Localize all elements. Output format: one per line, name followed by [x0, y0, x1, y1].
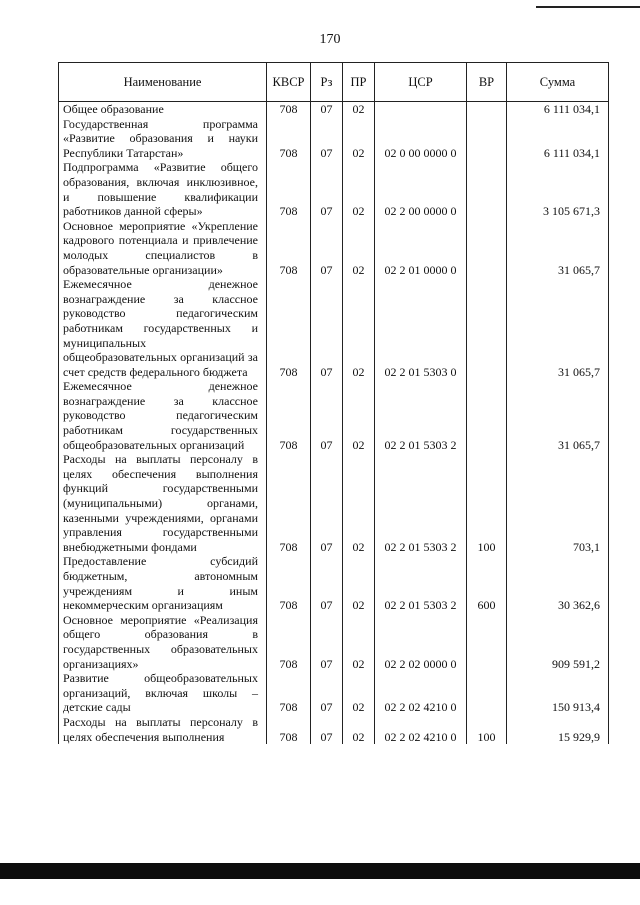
cell-kvsr: 708 — [267, 219, 311, 277]
table-row — [59, 671, 609, 715]
cell-rz: 07 — [311, 715, 343, 744]
cell-kvsr: 708 — [267, 379, 311, 452]
cell-kvsr: 708 — [267, 102, 311, 117]
cell-vr: 600 — [467, 554, 507, 612]
cell-vr: 100 — [467, 715, 507, 744]
cell-kvsr: 708 — [267, 452, 311, 554]
cell-rz: 07 — [311, 452, 343, 554]
table-header-row — [59, 63, 609, 102]
cell-name: Общее образование — [59, 102, 267, 117]
header-sum: Сумма — [507, 63, 609, 102]
header-name: Наименование — [59, 63, 267, 102]
table-row — [59, 102, 609, 117]
cell-csr: 02 2 01 5303 2 — [375, 379, 467, 452]
cell-rz: 07 — [311, 554, 343, 612]
cell-kvsr: 708 — [267, 160, 311, 218]
cell-pr: 02 — [343, 554, 375, 612]
cell-rz: 07 — [311, 117, 343, 161]
cell-pr: 02 — [343, 613, 375, 671]
top-edge-line — [536, 6, 640, 8]
cell-sum: 30 362,6 — [507, 554, 609, 612]
table-row — [59, 160, 609, 218]
cell-pr: 02 — [343, 379, 375, 452]
cell-rz: 07 — [311, 277, 343, 379]
cell-rz: 07 — [311, 219, 343, 277]
cell-csr: 02 2 00 0000 0 — [375, 160, 467, 218]
cell-pr: 02 — [343, 277, 375, 379]
cell-pr: 02 — [343, 715, 375, 744]
cell-vr — [467, 613, 507, 671]
cell-pr: 02 — [343, 102, 375, 117]
cell-pr: 02 — [343, 117, 375, 161]
table-body — [59, 102, 609, 745]
cell-csr: 02 2 02 4210 0 — [375, 715, 467, 744]
cell-name: Расходы на выплаты персоналу в целях обеспечения выполнения — [59, 715, 267, 744]
cell-name: Основное мероприятие «Укрепление кадрового потенциала и привлечение молодых специалистов в образовательные организации» — [59, 219, 267, 277]
cell-csr — [375, 102, 467, 117]
cell-vr — [467, 671, 507, 715]
header-csr: ЦСР — [375, 63, 467, 102]
cell-csr: 02 2 02 4210 0 — [375, 671, 467, 715]
scan-bottom-bar — [0, 863, 640, 879]
cell-sum: 703,1 — [507, 452, 609, 554]
cell-csr: 02 2 02 0000 0 — [375, 613, 467, 671]
table-row — [59, 452, 609, 554]
table-row — [59, 117, 609, 161]
cell-kvsr: 708 — [267, 554, 311, 612]
budget-table — [58, 62, 609, 744]
cell-sum: 31 065,7 — [507, 379, 609, 452]
cell-pr: 02 — [343, 452, 375, 554]
cell-name: Предоставление субсидий бюджетным, автономным учреждениям и иным некоммерческим организациям — [59, 554, 267, 612]
cell-vr — [467, 102, 507, 117]
cell-csr: 02 2 01 5303 2 — [375, 554, 467, 612]
cell-rz: 07 — [311, 379, 343, 452]
page-number: 170 — [319, 32, 341, 47]
cell-sum: 31 065,7 — [507, 277, 609, 379]
cell-kvsr: 708 — [267, 117, 311, 161]
cell-name: Государственная программа «Развитие образования и науки Республики Татарстан» — [59, 117, 267, 161]
table-row — [59, 613, 609, 671]
cell-rz: 07 — [311, 102, 343, 117]
cell-csr: 02 2 01 5303 0 — [375, 277, 467, 379]
cell-rz: 07 — [311, 160, 343, 218]
table-row — [59, 277, 609, 379]
cell-csr: 02 2 01 5303 2 — [375, 452, 467, 554]
cell-name: Основное мероприятие «Реализация общего образования в государственных образовательных организациях» — [59, 613, 267, 671]
header-kvsr: КВСР — [267, 63, 311, 102]
cell-pr: 02 — [343, 671, 375, 715]
cell-sum: 15 929,9 — [507, 715, 609, 744]
cell-vr — [467, 379, 507, 452]
cell-kvsr: 708 — [267, 277, 311, 379]
cell-kvsr: 708 — [267, 671, 311, 715]
cell-name: Развитие общеобразовательных организаций, включая школы – детские сады — [59, 671, 267, 715]
cell-sum: 6 111 034,1 — [507, 102, 609, 117]
cell-name: Ежемесячное денежное вознаграждение за классное руководство педагогическим работникам государственных общеобразовательных организаций — [59, 379, 267, 452]
cell-sum: 150 913,4 — [507, 671, 609, 715]
table-row — [59, 715, 609, 744]
header-pr: ПР — [343, 63, 375, 102]
cell-kvsr: 708 — [267, 613, 311, 671]
cell-vr — [467, 160, 507, 218]
table-row — [59, 219, 609, 277]
table-row — [59, 379, 609, 452]
cell-pr: 02 — [343, 160, 375, 218]
cell-sum: 909 591,2 — [507, 613, 609, 671]
cell-name: Расходы на выплаты персоналу в целях обеспечения выполнения функций государственными (муниципальными) органами, казенными учреждениями, органами управления государственными внебюджетными фондами — [59, 452, 267, 554]
cell-vr: 100 — [467, 452, 507, 554]
cell-sum: 31 065,7 — [507, 219, 609, 277]
cell-kvsr: 708 — [267, 715, 311, 744]
cell-csr: 02 0 00 0000 0 — [375, 117, 467, 161]
cell-csr: 02 2 01 0000 0 — [375, 219, 467, 277]
cell-sum: 3 105 671,3 — [507, 160, 609, 218]
table-row — [59, 554, 609, 612]
cell-sum: 6 111 034,1 — [507, 117, 609, 161]
cell-rz: 07 — [311, 613, 343, 671]
header-vr: ВР — [467, 63, 507, 102]
cell-vr — [467, 117, 507, 161]
cell-pr: 02 — [343, 219, 375, 277]
cell-vr — [467, 219, 507, 277]
cell-vr — [467, 277, 507, 379]
cell-rz: 07 — [311, 671, 343, 715]
header-rz: Рз — [311, 63, 343, 102]
cell-name: Ежемесячное денежное вознаграждение за классное руководство педагогическим работникам государственных и муниципальных общеобразовательных организаций за счет средств федерального бюджета — [59, 277, 267, 379]
cell-name: Подпрограмма «Развитие общего образования, включая инклюзивное, и повышение квалификации работников данной сферы» — [59, 160, 267, 218]
